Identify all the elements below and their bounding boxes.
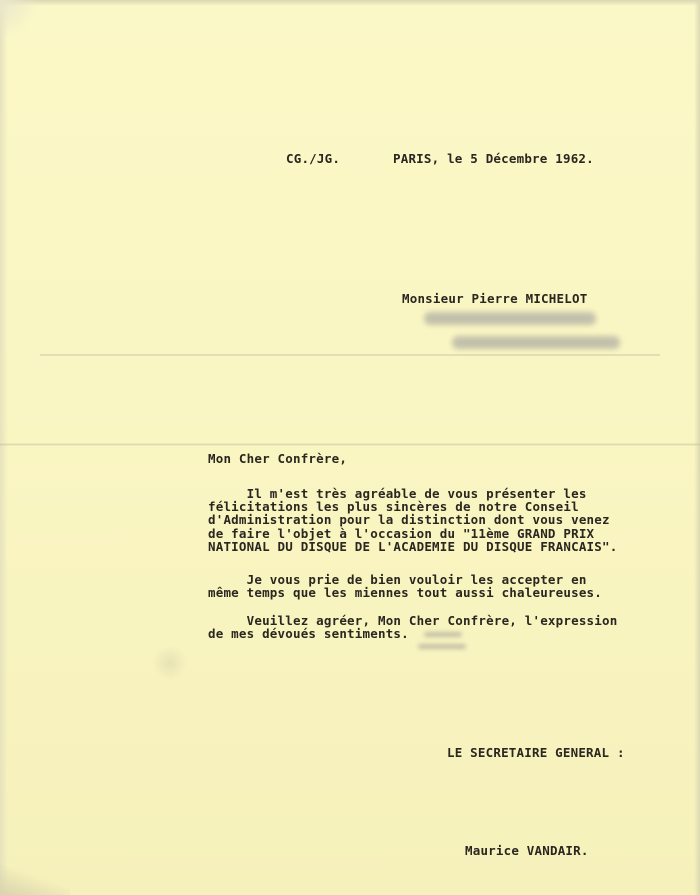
- paper-top-edge: [0, 0, 700, 6]
- body-paragraph-2: Je vous prie de bien vouloir les accepter en même temps que les miennes tout aussi chaleureuses.: [208, 572, 603, 601]
- signature-name: Maurice VANDAIR.: [465, 843, 589, 858]
- paper-corner-crease: [0, 865, 70, 895]
- salutation: Mon Cher Confrère,: [208, 451, 348, 466]
- redacted-smudge-mark: [424, 632, 462, 637]
- faint-paper-line: [40, 354, 660, 356]
- paper-fold-line: [0, 443, 700, 446]
- recipient-name: Monsieur Pierre MICHELOT: [402, 291, 588, 306]
- paper-right-edge: [694, 0, 700, 895]
- body-paragraph-3: Veuillez agréer, Mon Cher Confrère, l'expression de mes dévoués sentiments.: [208, 613, 618, 642]
- paper-corner-wear: [0, 0, 40, 40]
- paper-smudge: [152, 645, 188, 681]
- date-line: PARIS, le 5 Décembre 1962.: [393, 151, 594, 166]
- signature-title: LE SECRETAIRE GENERAL :: [447, 745, 625, 760]
- redacted-smudge-mark: [418, 644, 466, 649]
- body-paragraph-1: Il m'est très agréable de vous présenter les félicitations les plus sincères de notre Conseil d'Administration pour la distinction dont vous venez de faire l'objet à l'occasion du "11ème GRAND PRIX NATIONAL DU DISQUE DE L'ACADEMIE DU DISQUE FRANCAIS".: [208, 486, 618, 554]
- redacted-address-line-1: [424, 312, 596, 325]
- paper-left-edge: [0, 0, 8, 895]
- redacted-address-line-2: [452, 336, 620, 349]
- reference-initials: CG./JG.: [286, 151, 341, 166]
